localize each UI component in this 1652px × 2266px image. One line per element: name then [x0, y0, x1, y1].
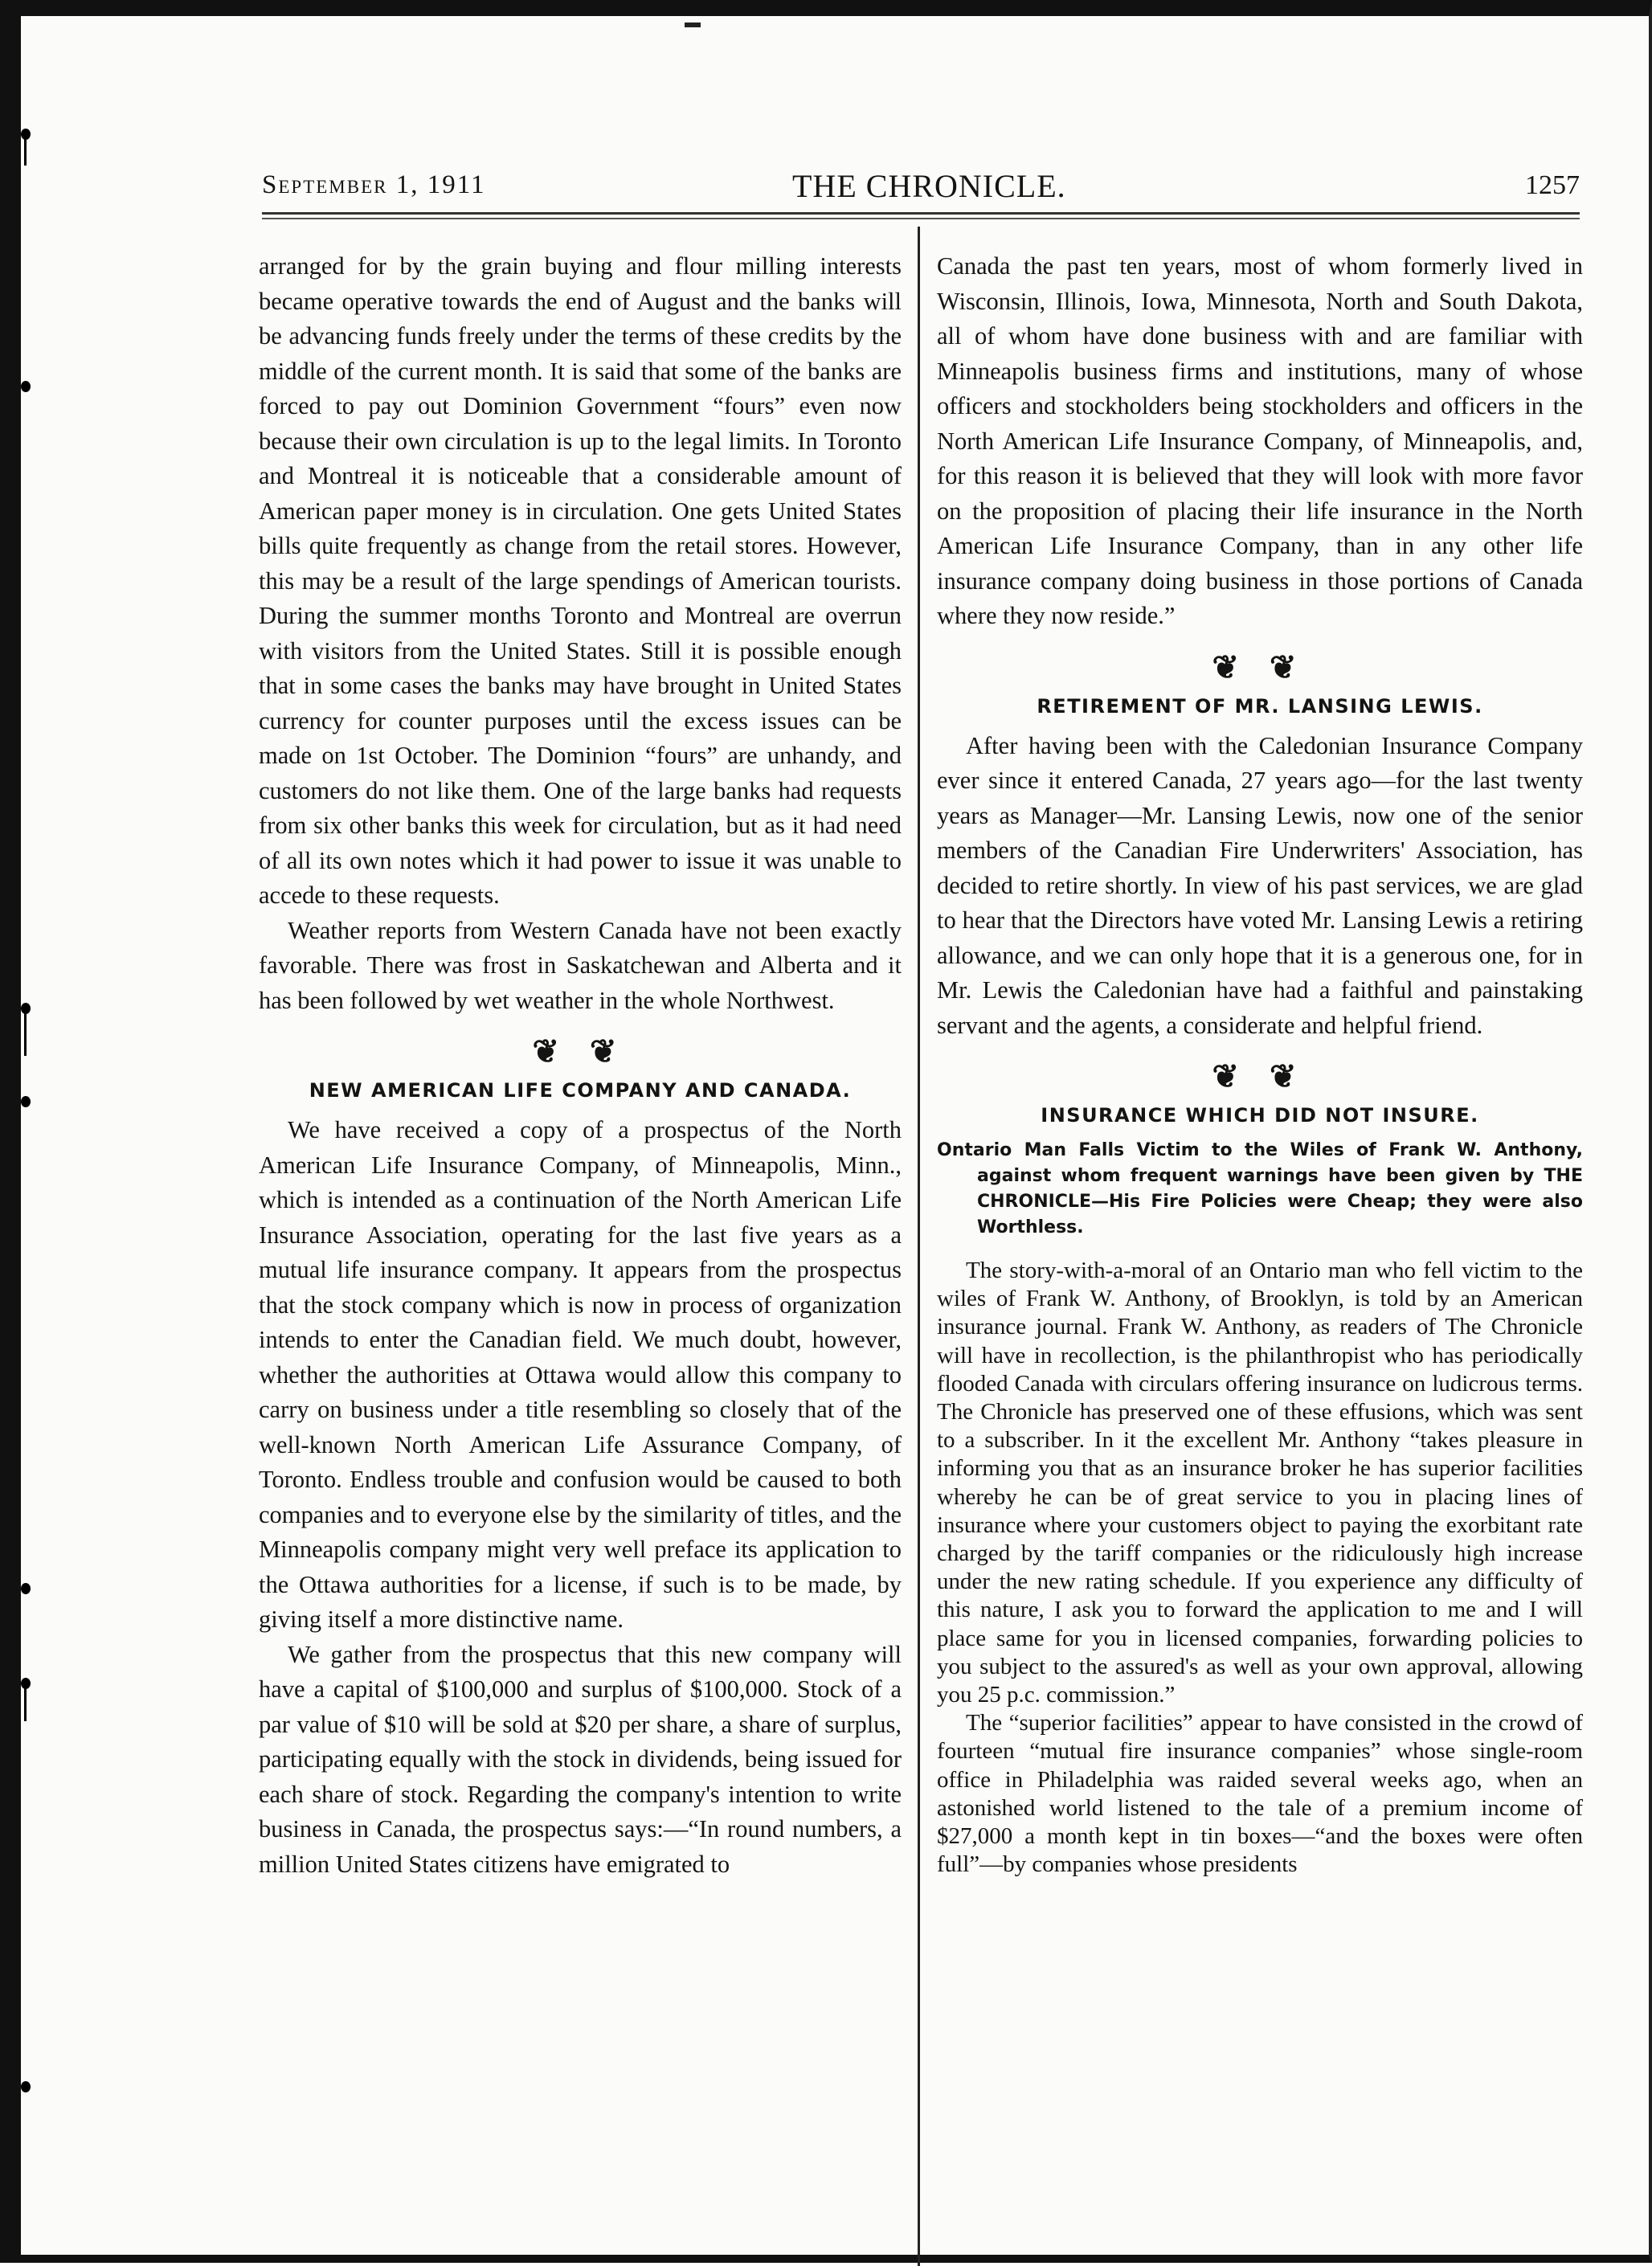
margin-binding-line	[24, 1011, 27, 1056]
article-paragraph: After having been with the Caledonian Insurance Company ever since it entered Canada, 27 years ago—for the last twenty years as Manager—Mr. Lansing Lewis, now one of the senior members of the Canadian Fire Underwriters' Association, has decided to retire shortly. In view of his past services, we are glad to hear that the Directors have voted Mr. Lansing Lewis a retiring allowance, and we can only hope that it is a generous one, for in Mr. Lewis the Caledonian have had a faithful and painstaking servant and the agents, a considerate and helpful friend.	[937, 731, 1583, 1039]
article-headline: NEW AMERICAN LIFE COMPANY AND CANADA.	[309, 1079, 852, 1102]
margin-binding-mark	[21, 381, 31, 392]
article-paragraph: arranged for by the grain buying and flour milling interests became operative towards the end of August and the banks will be advancing funds freely under the terms of these credits by the middle of the current month. It is said that some of the banks are forced to pay out Dominion Government “fours” even now because their own circulation is up to the legal limits. In Toronto and Montreal it is noticeable that a considerable amount of American paper money is in circulation. One gets United States bills quite frequently as change from the retail stores. However, this may be a result of the large spendings of American tourists. During the summer months Toronto and Montreal are overrun with visitors from the United States. Still it is possible enough that in some cases the banks may have brought in United States currency for counter purposes until the excess issues can be made on 1st October. The Dominion “fours” are unhandy, and customers do not like them. One of the large banks had requests from six other banks this week for circulation, but as it had need of all its own notes which it had power to issue it was unable to accede to these requests.	[259, 252, 902, 909]
page-number: 1257	[1525, 170, 1580, 200]
issue-date: September 1, 1911	[262, 170, 486, 199]
margin-binding-line	[24, 1684, 27, 1721]
article-paragraph: Canada the past ten years, most of whom formerly lived in Wisconsin, Illinois, Iowa, Minnesota, North and South Dakota, all of whom have done business with and are familiar with Minneapolis business firms and institutions, many of whose officers and stockholders being stockholders and officers in the North American Life Insurance Company, of Minneapolis, and, for this reason it is believed that they will look with more favor on the proposition of placing their life insurance in the North American Life Insurance Company, than in any other life insurance company doing business in those portions of Canada where they now reside.”	[937, 252, 1583, 629]
article-headline: RETIREMENT OF MR. LANSING LEWIS.	[1037, 694, 1483, 718]
header-rule	[262, 218, 1580, 219]
print-mark	[685, 22, 701, 27]
margin-binding-mark	[21, 1583, 31, 1594]
margin-binding-line	[24, 137, 27, 166]
section-ornament: ❦ ❦	[532, 1033, 628, 1070]
section-ornament: ❦ ❦	[1212, 1058, 1308, 1094]
masthead-title: THE CHRONICLE.	[792, 168, 1066, 204]
margin-binding-mark	[21, 2081, 31, 2092]
margin-binding-mark	[21, 1096, 31, 1107]
article-paragraph: The story-with-a-moral of an Ontario man who fell victim to the wiles of Frank W. Anthony, of Brooklyn, is told by an American insurance journal. Frank W. Anthony, as readers of The Chronicle will have in recollection, is the philanthropist who has periodically flooded Canada with circulars offering insurance on ludicrous terms. The Chronicle has preserved one of these effusions, which was sent to a subscriber. In it the excellent Mr. Anthony “takes pleasure in informing you that as an insurance broker he has superior facilities whereby he can be of great service to you in placing lines of insurance where your customers object to paying the exorbitant rate charged by the tariff companies or the ridiculously high increase under the new rating schedule. If you experience any difficulty of this nature, I ask you to forward the application to me and I will place same for you in licensed companies, forwarding policies to you subject to the assured's as well as your own approval, allowing you 25 p.c. commission.”	[937, 1258, 1583, 1708]
left-column	[259, 249, 902, 1882]
article-subheadline: Ontario Man Falls Victim to the Wiles of Frank W. Anthony, against whom frequent warnings have been given by THE CHRONICLE—His Fire Policies were Cheap; they were also Worthless.	[937, 1140, 1583, 1237]
column-divider	[918, 227, 920, 2266]
article-paragraph: We have received a copy of a prospectus of the North American Life Insurance Company, of Minneapolis, Minn., which is intended as a continuation of the North American Life Insurance Association, operating for the last five years as a mutual life insurance company. It appears from the prospectus that the stock company which is now in process of organization intends to enter the Canadian field. We much doubt, however, whether the authorities at Ottawa would allow this company to carry on business under a title resembling so closely that of the well-known North American Life Assurance Company, of Toronto. Endless trouble and confusion would be caused to both companies and to everyone else by the similarity of titles, and the Minneapolis company might very well preface its application to the Ottawa authorities for a license, if such is to be made, by giving itself a more distinctive name.	[259, 1116, 902, 1633]
header-rule	[262, 212, 1580, 215]
page-header	[246, 161, 1580, 209]
article-headline: INSURANCE WHICH DID NOT INSURE.	[1041, 1104, 1479, 1127]
article-paragraph: We gather from the prospectus that this new company will have a capital of $100,000 and surplus of $100,000. Stock of a par value of $10 will be sold at $20 per share, a share of surplus, participating equally with the stock in dividends, being issued for each share of stock. Regarding the company's intention to write business in Canada, the prospectus says:—“In round numbers, a million United States citizens have emigrated to	[259, 1640, 902, 1878]
section-ornament: ❦ ❦	[1212, 648, 1308, 685]
article-paragraph: Weather reports from Western Canada have not been exactly favorable. There was frost in Saskatchewan and Alberta and it has been followed by wet weather in the whole Northwest.	[259, 916, 902, 1014]
article-paragraph: The “superior facilities” appear to have consisted in the crowd of fourteen “mutual fire insurance companies” whose single-room office in Philadelphia was raided several weeks ago, when an astonished world listened to the tale of a premium income of $27,000 a month kept in tin boxes—“and the boxes were often full”—by companies whose presidents	[937, 1710, 1583, 1878]
right-column	[937, 249, 1583, 1879]
